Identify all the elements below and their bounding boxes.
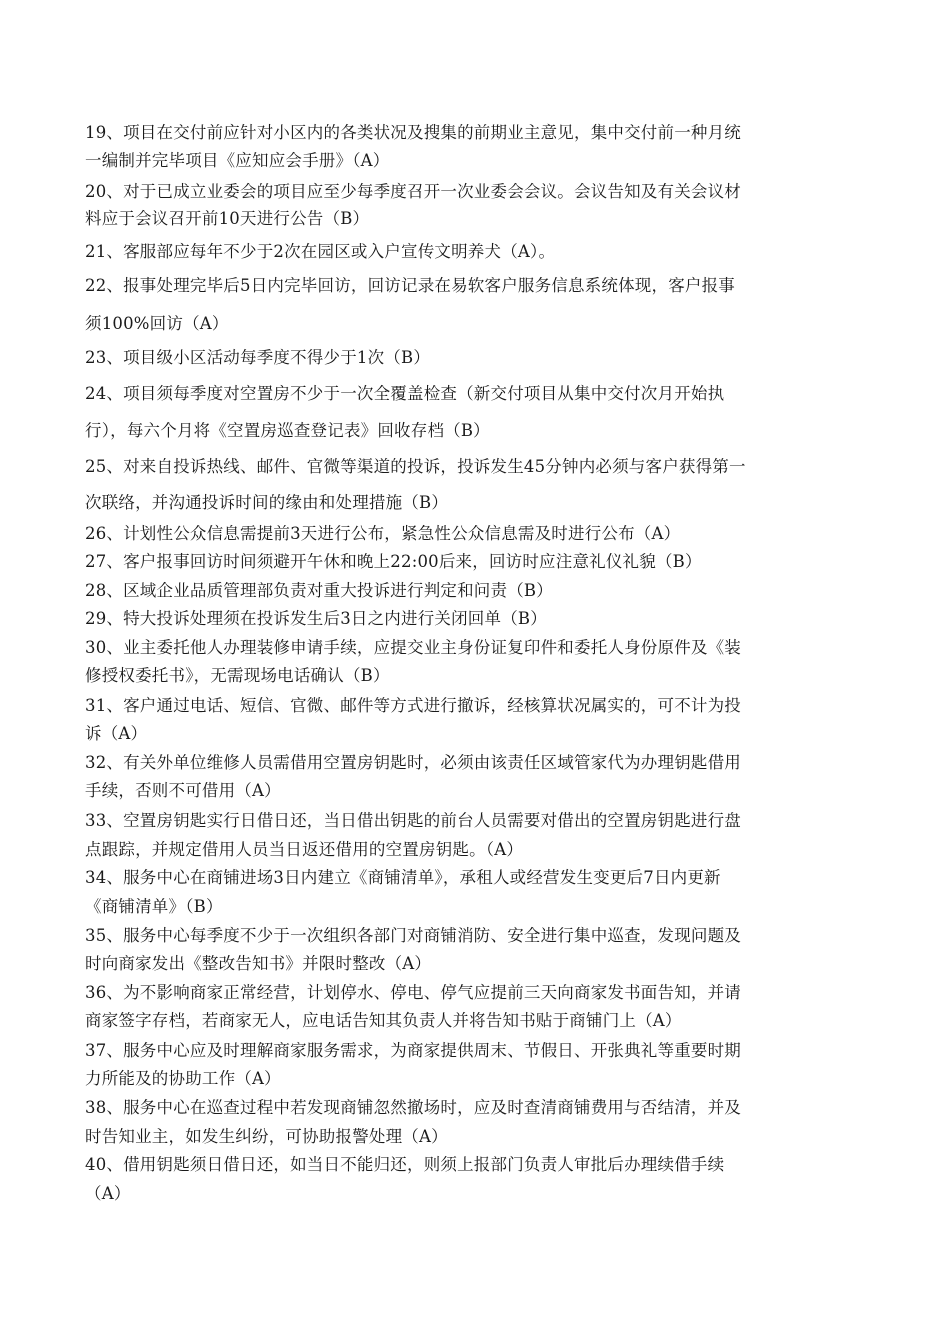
- item-38-line-1: 38、服务中心在巡查过程中若发现商铺忽然撤场时，应及时查清商铺费用与否结清，并及: [85, 1098, 741, 1117]
- item-36-line-1: 36、为不影响商家正常经营，计划停水、停电、停气应提前三天向商家发书面告知，并请: [85, 983, 741, 1002]
- item-21-line-1: 21、客服部应每年不少于2次在园区或入户宣传文明养犬（A）。: [85, 242, 556, 261]
- item-32-line-1: 32、有关外单位维修人员需借用空置房钥匙时，必须由该责任区域管家代为办理钥匙借用: [85, 753, 741, 772]
- item-33-line-2: 点跟踪，并规定借用人员当日返还借用的空置房钥匙。（A）: [85, 840, 524, 859]
- item-40-line-1: 40、借用钥匙须日借日还，如当日不能归还，则须上报部门负责人审批后办理续借手续: [85, 1155, 725, 1174]
- item-40-line-2: （A）: [85, 1184, 131, 1203]
- item-33-line-1: 33、空置房钥匙实行日借日还，当日借出钥匙的前台人员需要对借出的空置房钥匙进行盘: [85, 811, 741, 830]
- item-22-line-1: 22、报事处理完毕后5日内完毕回访，回访记录在易软客户服务信息系统体现，客户报事: [85, 276, 735, 295]
- item-24-line-1: 24、项目须每季度对空置房不少于一次全覆盖检查（新交付项目从集中交付次月开始执: [85, 384, 725, 403]
- item-30-line-1: 30、业主委托他人办理装修申请手续，应提交业主身份证复印件和委托人身份原件及《装: [85, 638, 741, 657]
- item-29-line-1: 29、特大投诉处理须在投诉发生后3日之内进行关闭回单（B）: [85, 609, 547, 628]
- item-24-line-2: 行），每六个月将《空置房巡查登记表》回收存档（B）: [85, 421, 490, 440]
- item-30-line-2: 修授权委托书》，无需现场电话确认（B）: [85, 666, 390, 685]
- item-22-line-2: 须100%回访（A）: [85, 314, 229, 333]
- item-38-line-2: 时告知业主，如发生纠纷，可协助报警处理（A）: [85, 1127, 448, 1146]
- item-32-line-2: 手续，否则不可借用（A）: [85, 781, 281, 800]
- item-25-line-1: 25、对来自投诉热线、邮件、官微等渠道的投诉，投诉发生45分钟内必须与客户获得第一: [85, 457, 746, 476]
- item-36-line-2: 商家签字存档，若商家无人，应电话告知其负责人并将告知书贴于商铺门上（A）: [85, 1011, 682, 1030]
- item-34-line-1: 34、服务中心在商铺进场3日内建立《商铺清单》，承租人或经营发生变更后7日内更新: [85, 868, 721, 887]
- item-20-line-1: 20、对于已成立业委会的项目应至少每季度召开一次业委会会议。会议告知及有关会议材: [85, 182, 741, 201]
- item-25-line-2: 次联络，并沟通投诉时间的缘由和处理措施（B）: [85, 493, 449, 512]
- item-28-line-1: 28、区域企业品质管理部负责对重大投诉进行判定和问责（B）: [85, 581, 553, 600]
- item-37-line-2: 力所能及的协助工作（A）: [85, 1069, 281, 1088]
- item-31-line-2: 诉（A）: [85, 724, 148, 743]
- item-31-line-1: 31、客户通过电话、短信、官微、邮件等方式进行撤诉，经核算状况属实的，可不计为投: [85, 696, 741, 715]
- item-26-line-1: 26、计划性公众信息需提前3天进行公布，紧急性公众信息需及时进行公布（A）: [85, 524, 681, 543]
- item-23-line-1: 23、项目级小区活动每季度不得少于1次（B）: [85, 348, 431, 367]
- item-37-line-1: 37、服务中心应及时理解商家服务需求，为商家提供周末、节假日、开张典礼等重要时期: [85, 1041, 741, 1060]
- item-34-line-2: 《商铺清单》（B）: [85, 897, 223, 916]
- item-19-line-1: 19、项目在交付前应针对小区内的各类状况及搜集的前期业主意见，集中交付前一种月统: [85, 123, 741, 142]
- item-27-line-1: 27、客户报事回访时间须避开午休和晚上22:00后来，回访时应注意礼仪礼貌（B）: [85, 552, 702, 571]
- item-35-line-1: 35、服务中心每季度不少于一次组织各部门对商铺消防、安全进行集中巡查，发现问题及: [85, 926, 741, 945]
- item-35-line-2: 时向商家发出《整改告知书》并限时整改（A）: [85, 954, 432, 973]
- item-19-line-2: 一编制并完毕项目《应知应会手册》（A）: [85, 151, 390, 170]
- item-20-line-2: 料应于会议召开前10天进行公告（B）: [85, 209, 370, 228]
